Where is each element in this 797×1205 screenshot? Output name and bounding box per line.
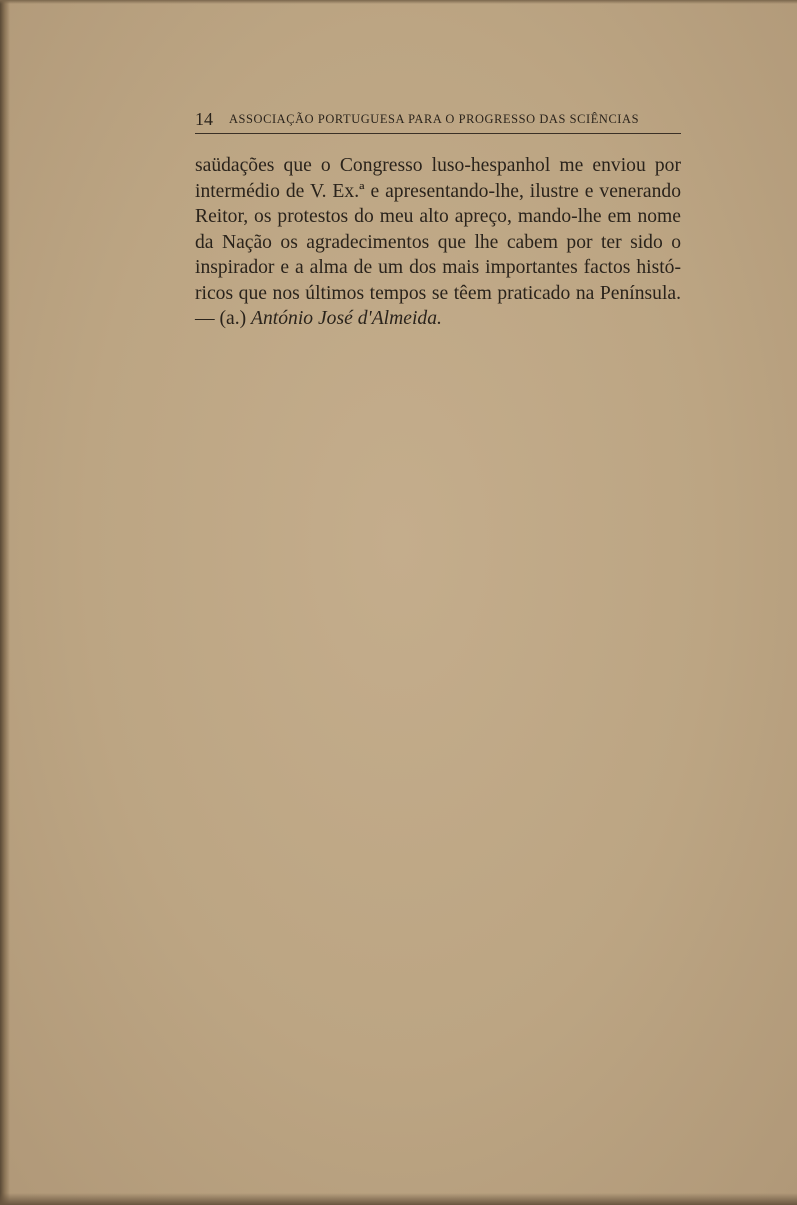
closing-line: [195, 306, 681, 332]
text-line: saüdações que o Congresso luso-hespanhol me enviou por: [195, 155, 681, 176]
header-rule: [195, 133, 681, 134]
text-line: ricos que nos últimos tempos se têem praticado na Península.: [195, 282, 681, 304]
text-line: Reitor, os protestos do meu alto apreço, mando-lhe em nome: [195, 206, 681, 227]
running-head: ASSOCIAÇÃO PORTUGUESA PARA O PROGRESSO DAS SCIÊNCIAS: [229, 112, 640, 126]
page-header: [195, 108, 681, 130]
signature: António José d'Almeida.: [251, 308, 442, 329]
body-text: [195, 153, 681, 332]
closing-prefix: — (a.): [195, 308, 252, 329]
page-number: 14: [195, 109, 213, 129]
text-line: inspirador e a alma de um dos mais importantes factos histó-: [195, 257, 681, 278]
page-bottom-edge: [0, 1193, 797, 1205]
page-left-edge: [0, 0, 10, 1205]
text-line: intermédio de V. Ex.ª e apresentando-lhe, ilustre e venerando: [195, 180, 681, 202]
text-line: da Nação os agradecimentos que lhe cabem por ter sido o: [195, 231, 681, 253]
page-top-edge: [0, 0, 797, 4]
